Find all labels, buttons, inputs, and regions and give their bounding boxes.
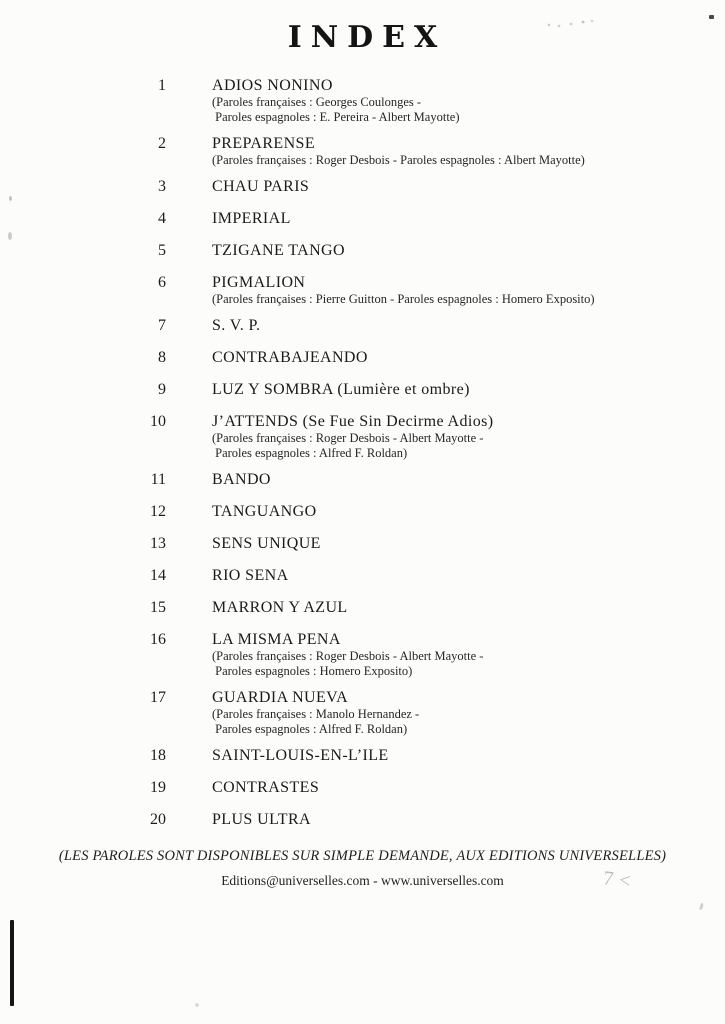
song-title: PLUS ULTRA xyxy=(212,811,311,828)
song-number: 5 xyxy=(158,242,166,259)
song-number: 13 xyxy=(150,535,166,552)
song-title: SAINT-LOUIS-EN-L’ILE xyxy=(212,747,389,764)
song-title: TZIGANE TANGO xyxy=(212,242,345,259)
footer-note: (LES PAROLES SONT DISPONIBLES SUR SIMPLE DEMANDE, AUX EDITIONS UNIVERSELLES) xyxy=(58,848,667,864)
song-number: 3 xyxy=(158,178,166,195)
index-row xyxy=(0,598,725,617)
song-title: SENS UNIQUE xyxy=(212,535,321,552)
margin-speck xyxy=(9,196,12,201)
song-title: BANDO xyxy=(212,471,271,488)
song-number: 1 xyxy=(158,77,166,94)
index-row xyxy=(0,380,725,399)
index-row xyxy=(0,566,725,585)
pencil-specks xyxy=(545,18,595,28)
song-title: RIO SENA xyxy=(212,567,289,584)
song-title: CONTRASTES xyxy=(212,779,320,796)
handwritten-pencil-mark: 7< xyxy=(602,867,638,894)
song-number: 14 xyxy=(150,567,166,584)
song-number: 12 xyxy=(150,503,166,520)
index-list xyxy=(0,76,725,842)
song-number: 2 xyxy=(158,135,166,152)
faint-speck xyxy=(195,1003,199,1007)
song-credits xyxy=(212,431,725,461)
song-title: LA MISMA PENA xyxy=(212,631,341,648)
song-title: IMPERIAL xyxy=(212,210,291,227)
index-row xyxy=(0,688,725,737)
song-number: 18 xyxy=(150,747,166,764)
song-credits-line: (Paroles françaises : Roger Desbois - Paroles espagnoles : Albert Mayotte) xyxy=(212,153,585,167)
song-number: 4 xyxy=(158,210,166,227)
song-credits xyxy=(212,649,725,679)
scan-edge-bar xyxy=(10,920,14,1006)
song-number: 10 xyxy=(150,413,166,430)
index-row xyxy=(0,534,725,553)
page-title: INDEX xyxy=(287,20,447,55)
song-title: GUARDIA NUEVA xyxy=(212,689,349,706)
song-credits xyxy=(212,95,725,125)
index-row xyxy=(0,241,725,260)
song-credits-line: (Paroles françaises : Pierre Guitton - Paroles espagnoles : Homero Exposito) xyxy=(212,292,595,306)
song-title: CHAU PARIS xyxy=(212,178,310,195)
index-row xyxy=(0,810,725,829)
footer-contact: Editions@universelles.com - www.universelles.com xyxy=(221,873,504,888)
song-title: TANGUANGO xyxy=(212,503,317,520)
index-row xyxy=(0,209,725,228)
song-number: 19 xyxy=(150,779,166,796)
index-row xyxy=(0,470,725,489)
song-credits-line: (Paroles françaises : Manolo Hernandez - xyxy=(212,707,420,721)
song-number: 7 xyxy=(158,317,166,334)
song-number: 9 xyxy=(158,381,166,398)
song-title: LUZ Y SOMBRA (Lumière et ombre) xyxy=(212,381,470,398)
index-row xyxy=(0,76,725,125)
song-credits-line: Paroles espagnoles : Homero Exposito) xyxy=(212,664,413,678)
index-row xyxy=(0,273,725,307)
song-title: S. V. P. xyxy=(212,317,261,334)
song-credits-line: (Paroles françaises : Roger Desbois - Albert Mayotte - xyxy=(212,431,484,445)
song-credits xyxy=(212,292,725,307)
index-row xyxy=(0,778,725,797)
song-credits-line: Paroles espagnoles : Alfred F. Roldan) xyxy=(212,446,408,460)
index-row xyxy=(0,746,725,765)
song-number: 15 xyxy=(150,599,166,616)
song-title: PIGMALION xyxy=(212,274,306,291)
song-number: 16 xyxy=(150,631,166,648)
song-title: PREPARENSE xyxy=(212,135,315,152)
ink-dot xyxy=(709,15,714,19)
index-row xyxy=(0,412,725,461)
song-credits-line: Paroles espagnoles : E. Pereira - Albert Mayotte) xyxy=(212,110,460,124)
index-row xyxy=(0,348,725,367)
song-number: 20 xyxy=(150,811,166,828)
pencil-speck xyxy=(699,903,704,911)
song-title: MARRON Y AZUL xyxy=(212,599,348,616)
song-credits-line: Paroles espagnoles : Alfred F. Roldan) xyxy=(212,722,408,736)
index-row xyxy=(0,177,725,196)
index-row xyxy=(0,630,725,679)
song-title: J’ATTENDS (Se Fue Sin Decirme Adios) xyxy=(212,413,494,430)
song-title: CONTRABAJEANDO xyxy=(212,349,368,366)
song-number: 8 xyxy=(158,349,166,366)
index-row xyxy=(0,502,725,521)
index-row xyxy=(0,134,725,168)
song-number: 6 xyxy=(158,274,166,291)
index-row xyxy=(0,316,725,335)
margin-speck xyxy=(8,232,12,240)
song-credits xyxy=(212,153,725,168)
song-number: 11 xyxy=(150,471,166,488)
song-credits xyxy=(212,707,725,737)
song-credits-line: (Paroles françaises : Georges Coulonges - xyxy=(212,95,422,109)
song-number: 17 xyxy=(150,689,166,706)
song-credits-line: (Paroles françaises : Roger Desbois - Albert Mayotte - xyxy=(212,649,484,663)
song-title: ADIOS NONINO xyxy=(212,77,333,94)
